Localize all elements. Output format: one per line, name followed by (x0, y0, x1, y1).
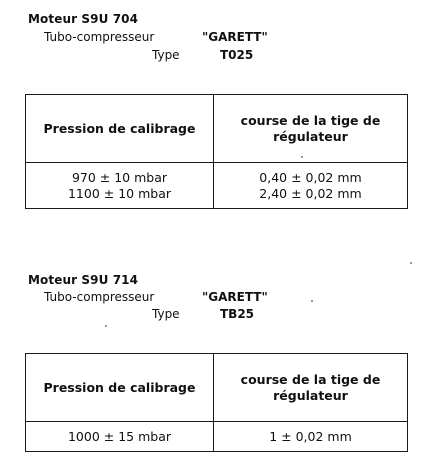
scan-speck (301, 156, 303, 158)
course-values-cell (214, 163, 408, 209)
header-course (214, 95, 408, 163)
type-value: T025 (220, 48, 254, 62)
pressure-value: 1000 ± 15 mbar (26, 422, 214, 452)
turbo-label: Tubo-compresseur (44, 290, 155, 304)
turbo-value: "GARETT" (202, 290, 268, 304)
course-value: 1 ± 0,02 mm (214, 422, 408, 452)
header-course (214, 354, 408, 422)
header-course-text: course de la tige de régulateur (240, 371, 381, 403)
turbo-value: "GARETT" (202, 30, 268, 44)
scan-speck (105, 325, 107, 327)
header-course-text: course de la tige de régulateur (240, 112, 381, 144)
table-header-row (26, 95, 408, 163)
calibration-table (25, 353, 408, 452)
table-row (26, 422, 408, 452)
type-label: Type (152, 48, 180, 62)
table-header-row (26, 354, 408, 422)
pressure-values-cell (26, 163, 214, 209)
course-value: 0,40 ± 0,02 mm (259, 169, 362, 185)
table-row (26, 163, 408, 209)
pressure-value: 1100 ± 10 mbar (67, 185, 172, 201)
scan-speck (410, 262, 412, 264)
scan-speck (311, 300, 313, 302)
turbo-label: Tubo-compresseur (44, 30, 155, 44)
engine-title: Moteur S9U 714 (28, 273, 139, 287)
calibration-table (25, 94, 408, 209)
course-value: 2,40 ± 0,02 mm (259, 185, 362, 201)
engine-title: Moteur S9U 704 (28, 12, 139, 26)
header-pressure: Pression de calibrage (26, 95, 214, 163)
pressure-value: 970 ± 10 mbar (71, 169, 168, 185)
type-label: Type (152, 307, 180, 321)
type-value: TB25 (220, 307, 255, 321)
header-pressure: Pression de calibrage (26, 354, 214, 422)
